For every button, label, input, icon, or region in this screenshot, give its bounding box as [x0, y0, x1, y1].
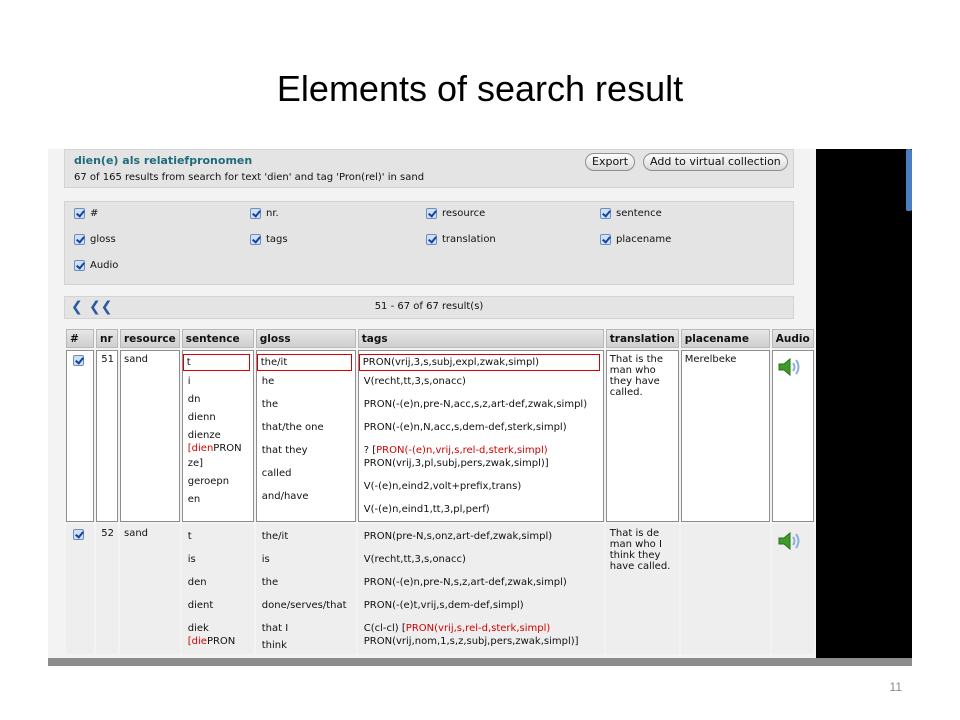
gloss-token: the/it	[261, 531, 289, 542]
tag-line: PRON(-(e)t,vrij,s,dem-def,simpl)	[363, 600, 524, 611]
checkbox-icon[interactable]	[426, 208, 437, 219]
column-chooser: # nr. resource sentence gloss tags translation placename Audio	[64, 201, 794, 285]
horizontal-scrollbar[interactable]	[48, 658, 912, 666]
tag-line: PRON(pre-N,s,onz,art-def,zwak,simpl)	[363, 531, 553, 542]
checkbox-icon[interactable]	[74, 234, 85, 245]
tag-line: PRON(-(e)n,pre-N,acc,s,z,art-def,zwak,simpl)	[363, 399, 588, 410]
gloss-token: he	[261, 376, 275, 387]
gloss-token: is	[261, 554, 270, 565]
sentence-token: t	[183, 354, 250, 371]
sentence-token: is	[187, 554, 196, 565]
checkbox-icon[interactable]	[250, 234, 261, 245]
row-sentence	[182, 524, 254, 654]
gloss-token: called	[261, 468, 292, 479]
row-audio[interactable]	[772, 350, 814, 522]
gloss-token: think	[261, 640, 287, 651]
header-resource[interactable]: resource	[120, 329, 180, 348]
pagination-bar	[64, 296, 794, 319]
tag-line-highlight: ? [PRON(-(e)n,vrij,s,rel-d,sterk,simpl)	[363, 445, 548, 456]
row-select[interactable]	[66, 350, 94, 522]
tag-line: V(recht,tt,3,s,onacc)	[363, 376, 466, 387]
header-number[interactable]: #	[66, 329, 94, 348]
tag-line: PRON(-(e)n,pre-N,s,z,art-def,zwak,simpl)	[363, 577, 567, 588]
tag-line: PRON(vrij,3,s,subj,expl,zwak,simpl)	[359, 354, 600, 371]
checkbox-icon[interactable]	[74, 208, 85, 219]
checkbox-icon[interactable]	[426, 234, 437, 245]
sentence-token: en	[187, 494, 201, 505]
scrollbar-thumb[interactable]	[906, 149, 912, 211]
sentence-token: den	[187, 577, 207, 588]
chevron-left-icon[interactable]: ❮	[71, 299, 83, 315]
result-range: 51 - 67 of 67 result(s)	[374, 301, 484, 312]
checkbox-icon[interactable]	[600, 234, 611, 245]
tag-line: PRON(vrij,nom,1,s,z,subj,pers,zwak,simpl)]	[363, 636, 579, 647]
header-placename[interactable]: placename	[681, 329, 770, 348]
gloss-token: and/have	[261, 491, 309, 502]
checkbox-icon[interactable]	[74, 260, 85, 271]
row-translation: That is the man who they have called.	[606, 350, 679, 522]
table-row[interactable]	[66, 350, 814, 522]
row-sentence	[182, 350, 254, 522]
double-chevron-left-icon[interactable]: ❮❮	[89, 299, 113, 315]
row-select[interactable]	[66, 524, 94, 654]
sentence-token: ze]	[187, 458, 204, 469]
sentence-token: dient	[187, 600, 214, 611]
table-header-row	[66, 329, 814, 348]
header-audio[interactable]: Audio	[772, 329, 814, 348]
row-tags	[358, 350, 604, 522]
gloss-token: that they	[261, 445, 308, 456]
sentence-token: diek	[187, 623, 209, 634]
row-tags	[358, 524, 604, 654]
checkbox-icon[interactable]	[73, 529, 84, 540]
header-nr[interactable]: nr	[96, 329, 118, 348]
row-audio[interactable]	[772, 524, 814, 654]
results-summary: 67 of 165 results from search for text 'dien' and tag 'Pron(rel)' in sand	[74, 172, 425, 183]
tag-line: PRON(vrij,3,pl,subj,pers,zwak,simpl)]	[363, 458, 549, 469]
gloss-token: the	[261, 577, 279, 588]
header-gloss[interactable]: gloss	[256, 329, 356, 348]
sentence-token-highlight: [dienPRON	[187, 443, 242, 454]
header-sentence[interactable]: sentence	[182, 329, 254, 348]
row-nr: 51	[96, 350, 118, 522]
slide-page-number: 11	[889, 680, 902, 694]
results-table	[64, 327, 816, 656]
checkbox-icon[interactable]	[73, 355, 84, 366]
tag-line: V(recht,tt,3,s,onacc)	[363, 554, 466, 565]
gloss-token: the/it	[257, 354, 352, 371]
tag-line: V(-(e)n,eind1,tt,3,pl,perf)	[363, 504, 490, 515]
sentence-token: dn	[187, 394, 201, 405]
tag-line-highlight: C(cl-cl) [PRON(vrij,s,rel-d,sterk,simpl)	[363, 623, 551, 634]
row-placename	[681, 524, 770, 654]
row-nr: 52	[96, 524, 118, 654]
export-button[interactable]: Export	[585, 153, 635, 171]
row-resource[interactable]: sand	[120, 524, 180, 654]
speaker-icon[interactable]	[777, 356, 805, 378]
app-screenshot	[48, 149, 912, 666]
checkbox-icon[interactable]	[250, 208, 261, 219]
sentence-token: i	[187, 376, 191, 387]
sentence-token: dienze	[187, 430, 221, 441]
row-gloss	[256, 350, 356, 522]
sentence-token: t	[187, 531, 192, 542]
black-side-panel	[816, 149, 912, 658]
checkbox-icon[interactable]	[600, 208, 611, 219]
header-translation[interactable]: translation	[606, 329, 679, 348]
speaker-icon[interactable]	[777, 530, 805, 552]
table-row[interactable]	[66, 524, 814, 654]
sentence-token: dienn	[187, 412, 216, 423]
row-translation: That is de man who I think they have called.	[606, 524, 679, 654]
slide-title: Elements of search result	[276, 68, 684, 109]
row-gloss	[256, 524, 356, 654]
gloss-token: done/serves/that	[261, 600, 347, 611]
gloss-token: that/the one	[261, 422, 324, 433]
row-placename: Merelbeke	[681, 350, 770, 522]
row-resource[interactable]: sand	[120, 350, 180, 522]
tag-line: PRON(-(e)n,N,acc,s,dem-def,sterk,simpl)	[363, 422, 567, 433]
gloss-token: that I	[261, 623, 289, 634]
tag-line: V(-(e)n,eind2,volt+prefix,trans)	[363, 481, 522, 492]
add-to-collection-button[interactable]: Add to virtual collection	[643, 153, 788, 171]
header-tags[interactable]: tags	[358, 329, 604, 348]
query-title: dien(e) als relatiefpronomen	[74, 154, 253, 167]
results-header	[64, 149, 794, 188]
gloss-token: the	[261, 399, 279, 410]
sentence-token-highlight: [diePRON	[187, 636, 236, 647]
sentence-token: geroepn	[187, 476, 230, 487]
